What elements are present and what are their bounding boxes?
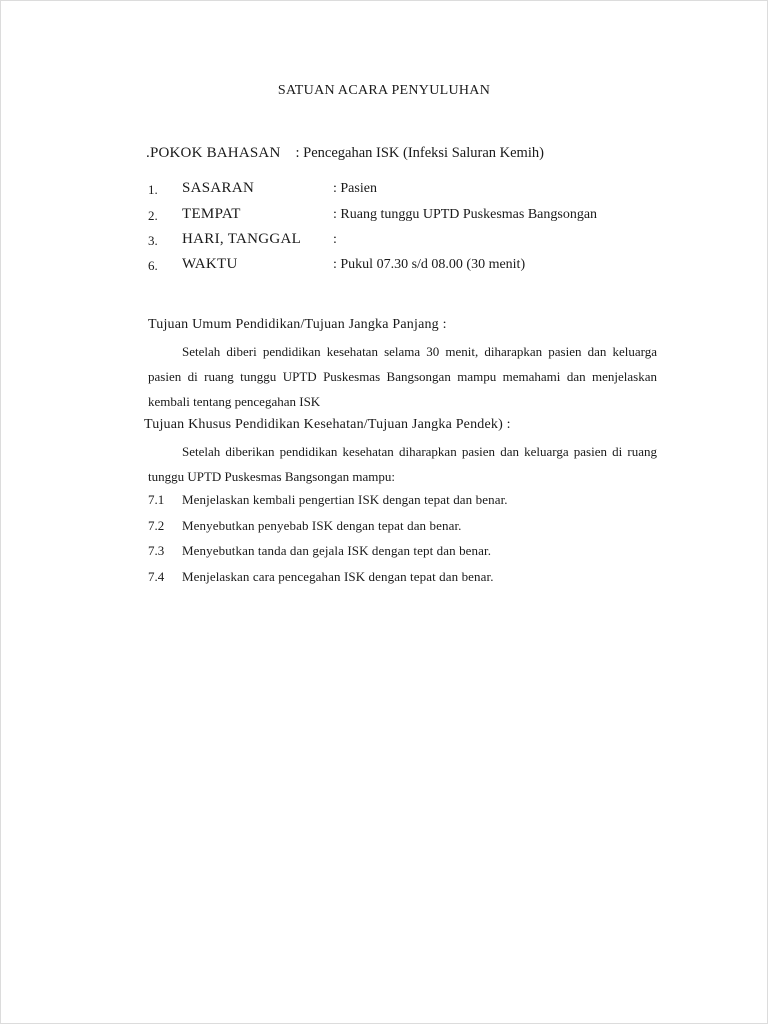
document-title: SATUAN ACARA PENYULUHAN <box>277 83 491 98</box>
tujuan-khusus-paragraph <box>148 439 657 489</box>
objective-number: 7.4 <box>148 569 165 584</box>
meta-number: 2. <box>148 208 158 223</box>
objective-item <box>148 492 668 512</box>
objective-item <box>148 569 668 589</box>
meta-key: TEMPAT <box>182 206 241 222</box>
objective-number: 7.2 <box>148 518 165 533</box>
meta-value: : Ruang tunggu UPTD Puskesmas Bangsongan <box>333 207 598 222</box>
objective-number: 7.3 <box>148 543 165 558</box>
pokok-bahasan <box>146 145 544 162</box>
objective-text: Menjelaskan cara pencegahan ISK dengan tepat dan benar. <box>182 569 494 584</box>
pokok-bahasan-value: : Pencegahan ISK (Infeksi Saluran Kemih) <box>295 145 544 161</box>
meta-value: : Pasien <box>333 181 377 196</box>
meta-number: 3. <box>148 233 158 248</box>
meta-value: : <box>333 232 337 247</box>
objective-number: 7.1 <box>148 492 165 507</box>
tujuan-umum-heading: Tujuan Umum Pendidikan/Tujuan Jangka Panjang : <box>148 317 447 332</box>
objective-text: Menyebutkan tanda dan gejala ISK dengan tept dan benar. <box>182 543 492 558</box>
objective-item <box>148 543 668 563</box>
meta-row-tempat <box>148 206 668 226</box>
meta-number: 1. <box>148 182 158 197</box>
meta-row-waktu <box>148 256 668 276</box>
pokok-bahasan-label: .POKOK BAHASAN <box>146 145 281 161</box>
meta-key: WAKTU <box>182 256 238 272</box>
objective-item <box>148 518 668 538</box>
tujuan-umum-text: Setelah diberi pendidikan kesehatan selama 30 menit, diharapkan pasien dan keluarga pasien di ruang tunggu UPTD Puskesmas Bangsongan mampu memahami dan menjelaskan kembali tentang pencegahan ISK <box>148 344 657 409</box>
meta-value: : Pukul 07.30 s/d 08.00 (30 menit) <box>333 257 526 272</box>
objective-text: Menjelaskan kembali pengertian ISK dengan tepat dan benar. <box>182 492 508 507</box>
meta-row-sasaran <box>148 180 668 200</box>
meta-row-hari-tanggal <box>148 231 668 251</box>
meta-key: SASARAN <box>182 180 255 196</box>
tujuan-umum-paragraph <box>148 339 657 414</box>
objective-text: Menyebutkan penyebab ISK dengan tepat dan benar. <box>182 518 462 533</box>
tujuan-khusus-text: Setelah diberikan pendidikan kesehatan diharapkan pasien dan keluarga pasien di ruang tunggu UPTD Puskesmas Bangsongan mampu: <box>148 444 657 484</box>
meta-key: HARI, TANGGAL <box>182 231 302 247</box>
meta-number: 6. <box>148 258 158 273</box>
tujuan-khusus-heading: Tujuan Khusus Pendidikan Kesehatan/Tujuan Jangka Pendek) : <box>144 417 511 432</box>
